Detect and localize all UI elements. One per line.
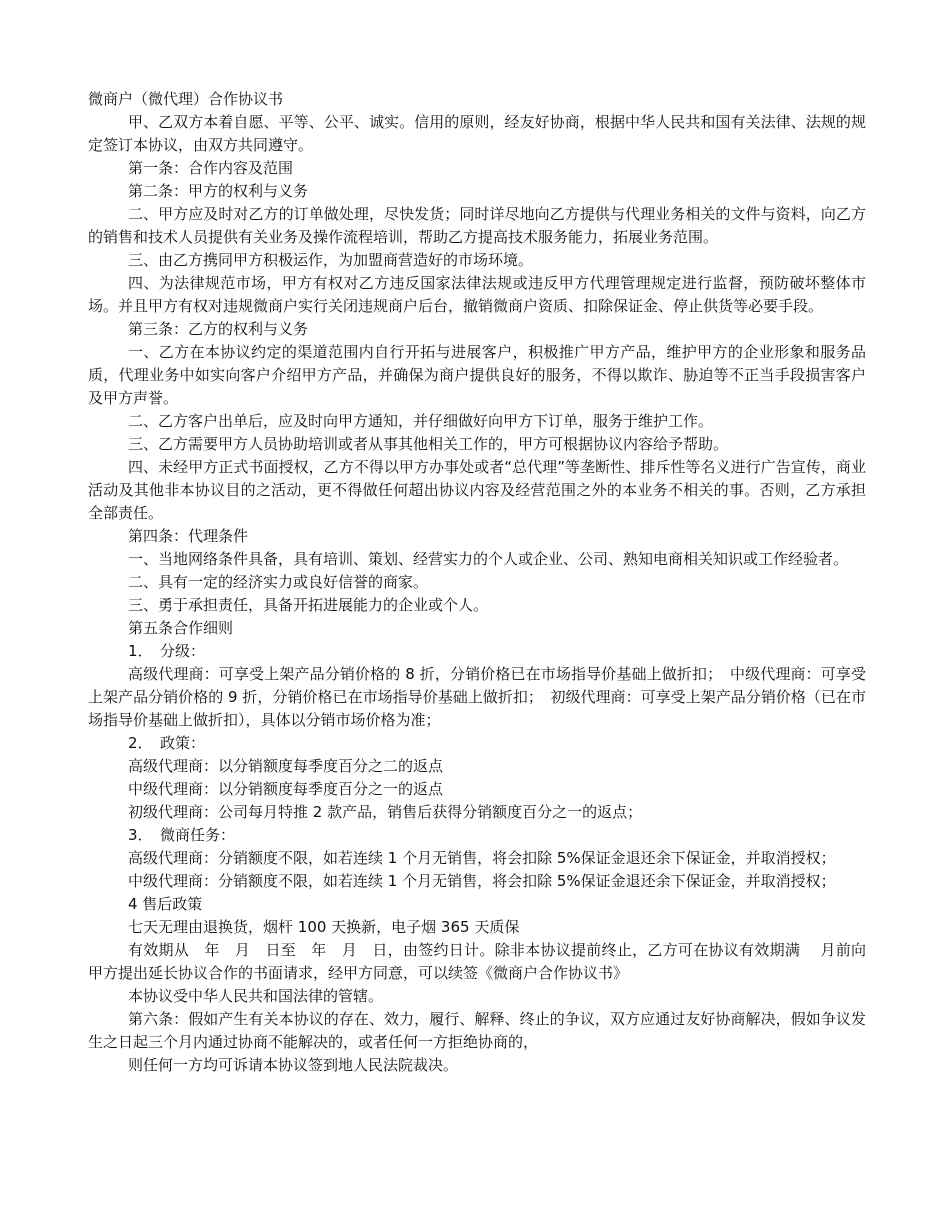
- paragraph-article-4-item-1: 一、当地网络条件具备，具有培训、策划、经营实力的个人或企业、公司、熟知电商相关知识或工作经验者。: [128, 550, 849, 568]
- heading-article-5: 第五条合作细则: [128, 619, 234, 637]
- paragraph-article-3-item-1: 一、乙方在本协议约定的渠道范围内自行开拓与进展客户，积极推广甲方产品，维护甲方的企业形象和服务品质，代理业务中如实向客户介绍甲方产品，并确保为商户提供良好的服务，不得以欺诈、胁迫等不正当手段损害客户及甲方声誉。: [88, 343, 866, 407]
- paragraph-policy-junior: 初级代理商：公司每月特推 2 款产品，销售后获得分销额度百分之一的返点；: [128, 803, 643, 821]
- paragraph-validity: 有效期从 年 月 日至 年 月 日，由签约日计。除非本协议提前终止，乙方可在协议有效期满 月前向甲方提出延长协议合作的书面请求，经甲方同意，可以续签《微商户合作协议书》: [88, 941, 866, 982]
- paragraph-after-sales: 七天无理由退换货，烟杆 100 天换新，电子烟 365 天质保: [128, 918, 520, 936]
- paragraph-article-3-item-3: 三、乙方需要甲方人员协助培训或者从事其他相关工作的，甲方可根据协议内容给予帮助。: [128, 435, 729, 453]
- paragraph-task-middle: 中级代理商：分销额度不限，如若连续 1 个月无销售，将会扣除 5%保证金退还余下保证金，并取消授权；: [128, 872, 836, 890]
- heading-article-6: 第六条：假如产生有关本协议的存在、效力，履行、解释、终止的争议，双方应通过友好协商解决，假如争议发生之日起三个月内通过协商不能解决的，或者任何一方拒绝协商的，: [88, 1010, 866, 1051]
- paragraph-grading-detail: 高级代理商：可享受上架产品分销价格的 8 折，分销价格已在市场指导价基础上做折扣； 中级代理商：可享受上架产品分销价格的 9 折，分销价格已在市场指导价基础上做折扣； 初级代理商：可享受上架产品分销价格（已在市场指导价基础上做折扣），具体以分销市场价格为准；: [88, 665, 866, 729]
- paragraph-article-4-item-2: 二、具有一定的经济实力或良好信誉的商家。: [128, 573, 429, 591]
- paragraph-article-2-item-3: 三、由乙方携同甲方积极运作，为加盟商营造好的市场环境。: [128, 251, 534, 269]
- paragraph-governing-law: 本协议受中华人民共和国法律的管辖。: [128, 987, 384, 1005]
- heading-article-2: 第二条：甲方的权利与义务: [128, 182, 309, 200]
- paragraph-policy-middle: 中级代理商：以分销额度每季度百分之一的返点: [128, 780, 444, 798]
- paragraph-article-4-item-3: 三、勇于承担责任，具备开拓进展能力的企业或个人。: [128, 596, 489, 614]
- paragraph-article-2-item-2: 二、甲方应及时对乙方的订单做处理，尽快发货；同时详尽地向乙方提供与代理业务相关的文件与资料，向乙方的销售和技术人员提供有关业务及操作流程培训，帮助乙方提高技术服务能力，拓展业务范围。: [88, 205, 866, 246]
- paragraph-task-senior: 高级代理商：分销额度不限，如若连续 1 个月无销售，将会扣除 5%保证金退还余下保证金，并取消授权；: [128, 849, 836, 867]
- document-page: [88, 88, 866, 1077]
- heading-article-4: 第四条：代理条件: [128, 527, 249, 545]
- heading-article-1: 第一条：合作内容及范围: [128, 159, 294, 177]
- subheading-grading: 1． 分级：: [128, 642, 206, 660]
- paragraph-policy-senior: 高级代理商：以分销额度每季度百分之二的返点: [128, 757, 444, 775]
- paragraph-article-3-item-4: 四、未经甲方正式书面授权，乙方不得以甲方办事处或者“总代理”等垄断性、排斥性等名义进行广告宣传，商业活动及其他非本协议目的之活动，更不得做任何超出协议内容及经营范围之外的本业务不相关的事。否则，乙方承担全部责任。: [88, 458, 866, 522]
- document-title: 微商户（微代理）合作协议书: [88, 90, 284, 108]
- paragraph-intro: 甲、乙双方本着自愿、平等、公平、诚实。信用的原则，经友好协商，根据中华人民共和国有关法律、法规的规定签订本协议，由双方共同遵守。: [88, 113, 866, 154]
- paragraph-article-6-end: 则任何一方均可诉请本协议签到地人民法院裁决。: [128, 1056, 459, 1074]
- subheading-policy: 2． 政策：: [128, 734, 206, 752]
- subheading-after-sales: 4 售后政策: [128, 895, 203, 913]
- paragraph-article-2-item-4: 四、为法律规范市场，甲方有权对乙方违反国家法律法规或违反甲方代理管理规定进行监督，预防破坏整体市场。并且甲方有权对违规微商户实行关闭违规商户后台，撤销微商户资质、扣除保证金、停止供货等必要手段。: [88, 274, 866, 315]
- paragraph-article-3-item-2: 二、乙方客户出单后，应及时向甲方通知，并仔细做好向甲方下订单，服务于维护工作。: [128, 412, 714, 430]
- heading-article-3: 第三条：乙方的权利与义务: [128, 320, 309, 338]
- subheading-tasks: 3． 微商任务：: [128, 826, 236, 844]
